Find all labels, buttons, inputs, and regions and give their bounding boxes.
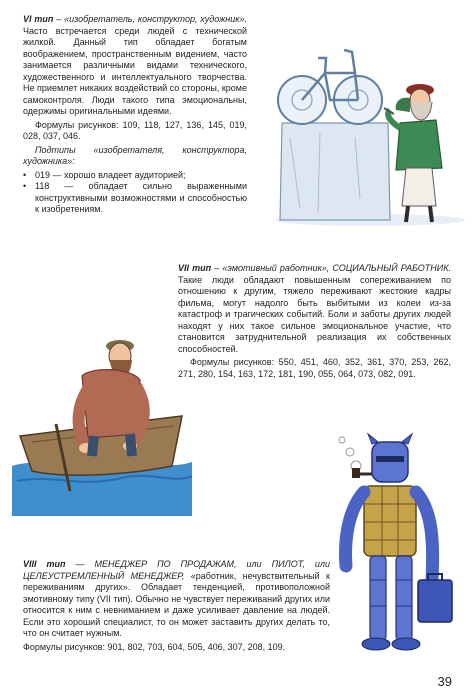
- vii-type-title-rest: СОЦИАЛЬНЫЙ РАБОТНИК.: [329, 263, 452, 273]
- vi-type-title-rest: – «изобретатель, конструктор, художник».: [53, 14, 247, 24]
- viii-type-formulas: Формулы рисунков: 901, 802, 703, 604, 505, 406, 307, 208, 109.: [23, 641, 286, 652]
- vi-type-section: [23, 14, 247, 216]
- viii-type-body: «работник, нечувствительный к переживаниям других». Обладает тенденцией, противоположной эмотивному типу (VII тип). Обычно не чувствует переживаний других или относится к ним с невниманием и даже усиливает давление на людей. Если это хороший специалист, то он может заставить других делать то, что он считает нужным.: [23, 570, 330, 638]
- fisherman-in-boat-illustration: [12, 316, 192, 516]
- vi-subtypes-title: Подтипы «изобретателя, конструктора, художника»:: [23, 144, 247, 166]
- viii-type-title-rest: — МЕНЕДЖЕР ПО ПРОДАЖАМ, или ПИЛОТ, или ЦЕЛЕУСТРЕМЛЕННЫЙ МЕНЕДЖЕР,: [23, 559, 330, 581]
- vi-type-formulas: Формулы рисунков: 109, 118, 127, 136, 145, 019, 028, 037, 046.: [23, 119, 247, 141]
- robot-with-briefcase-illustration: [322, 430, 462, 670]
- vi-subtypes-list: [23, 170, 247, 216]
- viii-type-section: [23, 559, 330, 653]
- ice-sculptor-illustration: [260, 28, 470, 228]
- vii-type-formulas: Формулы рисунков: 550, 451, 460, 352, 361, 370, 253, 262, 271, 280, 154, 163, 172, 181, 190, 055, 064, 073, 082, 091.: [178, 357, 451, 379]
- viii-type-title: VIII тип: [23, 559, 66, 569]
- vii-type-body: Такие люди обладают повышенным сопереживанием по отношению к другим, тяжело переживают жестокие кадры фильма, могут надолго быть выбитыми из колеи из-за катастроф и трагических событий. Боли и заботы других людей находят у них такое сильное эмоциональное участие, что становится затруднительной реализация их собственных способностей.: [178, 274, 451, 354]
- vii-type-description: [178, 263, 451, 355]
- vii-type-title: VII тип: [178, 263, 212, 273]
- vi-type-title: VI тип: [23, 14, 54, 24]
- vi-type-body: Часто встречается среди людей с технической жилкой. Данный тип обладает богатым воображением, пространственным видением, часто занимается различными видами технического, художественного и интеллектуального творчества. Не приемлет никаких воздействий со стороны, кроме самоконтроля. Люди такого типа эмоциональны, одержимы оригинальными идеями.: [23, 25, 247, 116]
- viii-type-description: [23, 559, 330, 640]
- list-item: • 019 — хорошо владеет аудиторией;: [23, 170, 247, 182]
- vii-type-section: [178, 263, 451, 380]
- vi-type-description: [23, 14, 247, 118]
- list-item: • 118 — обладает сильно выраженными конструктивными возможностями и способностью к изобретениям.: [23, 181, 247, 216]
- vii-type-title-mid: – «эмотивный работник»,: [211, 263, 330, 273]
- page-number: 39: [437, 674, 452, 689]
